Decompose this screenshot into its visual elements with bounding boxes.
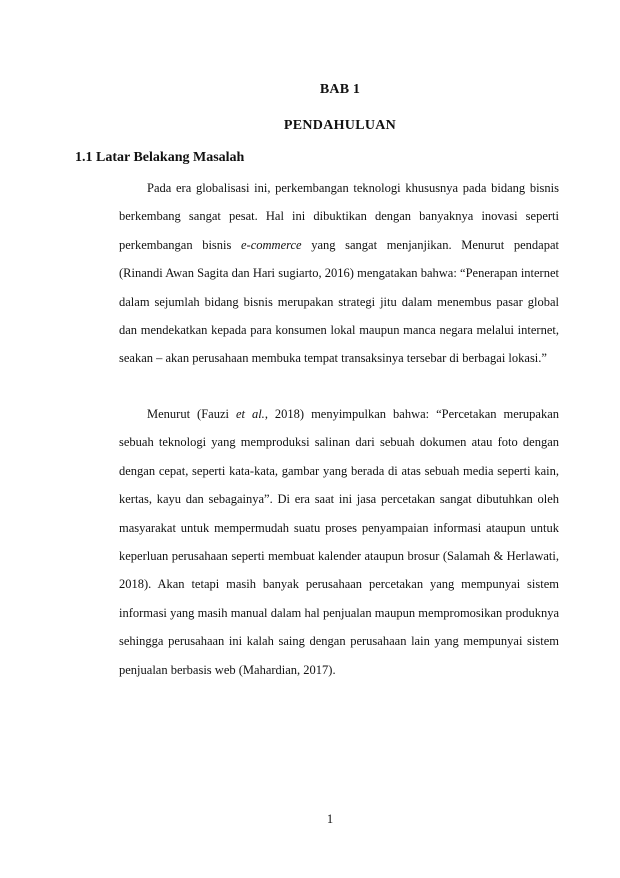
paragraph-2-part-b: , 2018) menyimpulkan bahwa: “Percetakan merupakan sebuah teknologi yang memproduksi salinan dari sebuah dokumen atau foto dengan dengan cepat, seperti kata-kata, gambar yang berada di atas sebuah media seperti kain, kertas, kayu dan sebagainya”. Di era saat ini jasa percetakan sangat dibutuhkan oleh masyarakat untuk mempermudah suatu proses penyampaian informasi ataupun untuk keperluan perusahaan seperti membuat kalender ataupun brosur (Salamah & Herlawati, 2018). Akan tetapi masih banyak perusahaan percetakan yang mempunyai sistem informasi yang masih manual dalam hal penjualan maupun mempromosikan produknya sehingga perusahaan ini kalah saing dengan perusahaan lain yang mempunyai sistem penjualan berbasis web (Mahardian, 2017). <box>119 407 560 677</box>
chapter-title: PENDAHULUAN <box>283 118 397 133</box>
paragraph-2 <box>119 400 559 684</box>
paragraph-1 <box>119 174 559 373</box>
paragraph-2-italic-term: et al. <box>235 407 265 421</box>
paragraph-2-text <box>119 400 559 684</box>
paragraph-1-italic-term: e-commerce <box>241 237 302 252</box>
paragraph-1-part-a: Pada era globalisasi ini, perkembangan teknologi khususnya pada bidang bisnis berkembang sangat pesat. Hal ini dibuktikan dengan banyaknya inovasi seperti perkembangan bisnis <box>119 181 559 252</box>
paragraph-2-part-a: Menurut (Fauzi <box>147 407 236 421</box>
paragraph-1-text <box>119 174 559 373</box>
paragraph-1-part-b: yang sangat menjanjikan. Menurut pendapat (Rinandi Awan Sagita dan Hari sugiarto, 2016) mengatakan bahwa: “Penerapan internet dalam sejumlah bidang bisnis merupakan strategi jitu dalam menembus pasar global dan mendekatkan kepada para konsumen lokal maupun manca negara melalui internet, seakan – akan perusahaan membuka tempat transaksinya tersebar di berbagai lokasi.” <box>119 237 559 366</box>
chapter-label: BAB 1 <box>319 82 361 97</box>
section-heading: 1.1 Latar Belakang Masalah <box>75 150 245 165</box>
page-number: 1 <box>326 812 334 826</box>
